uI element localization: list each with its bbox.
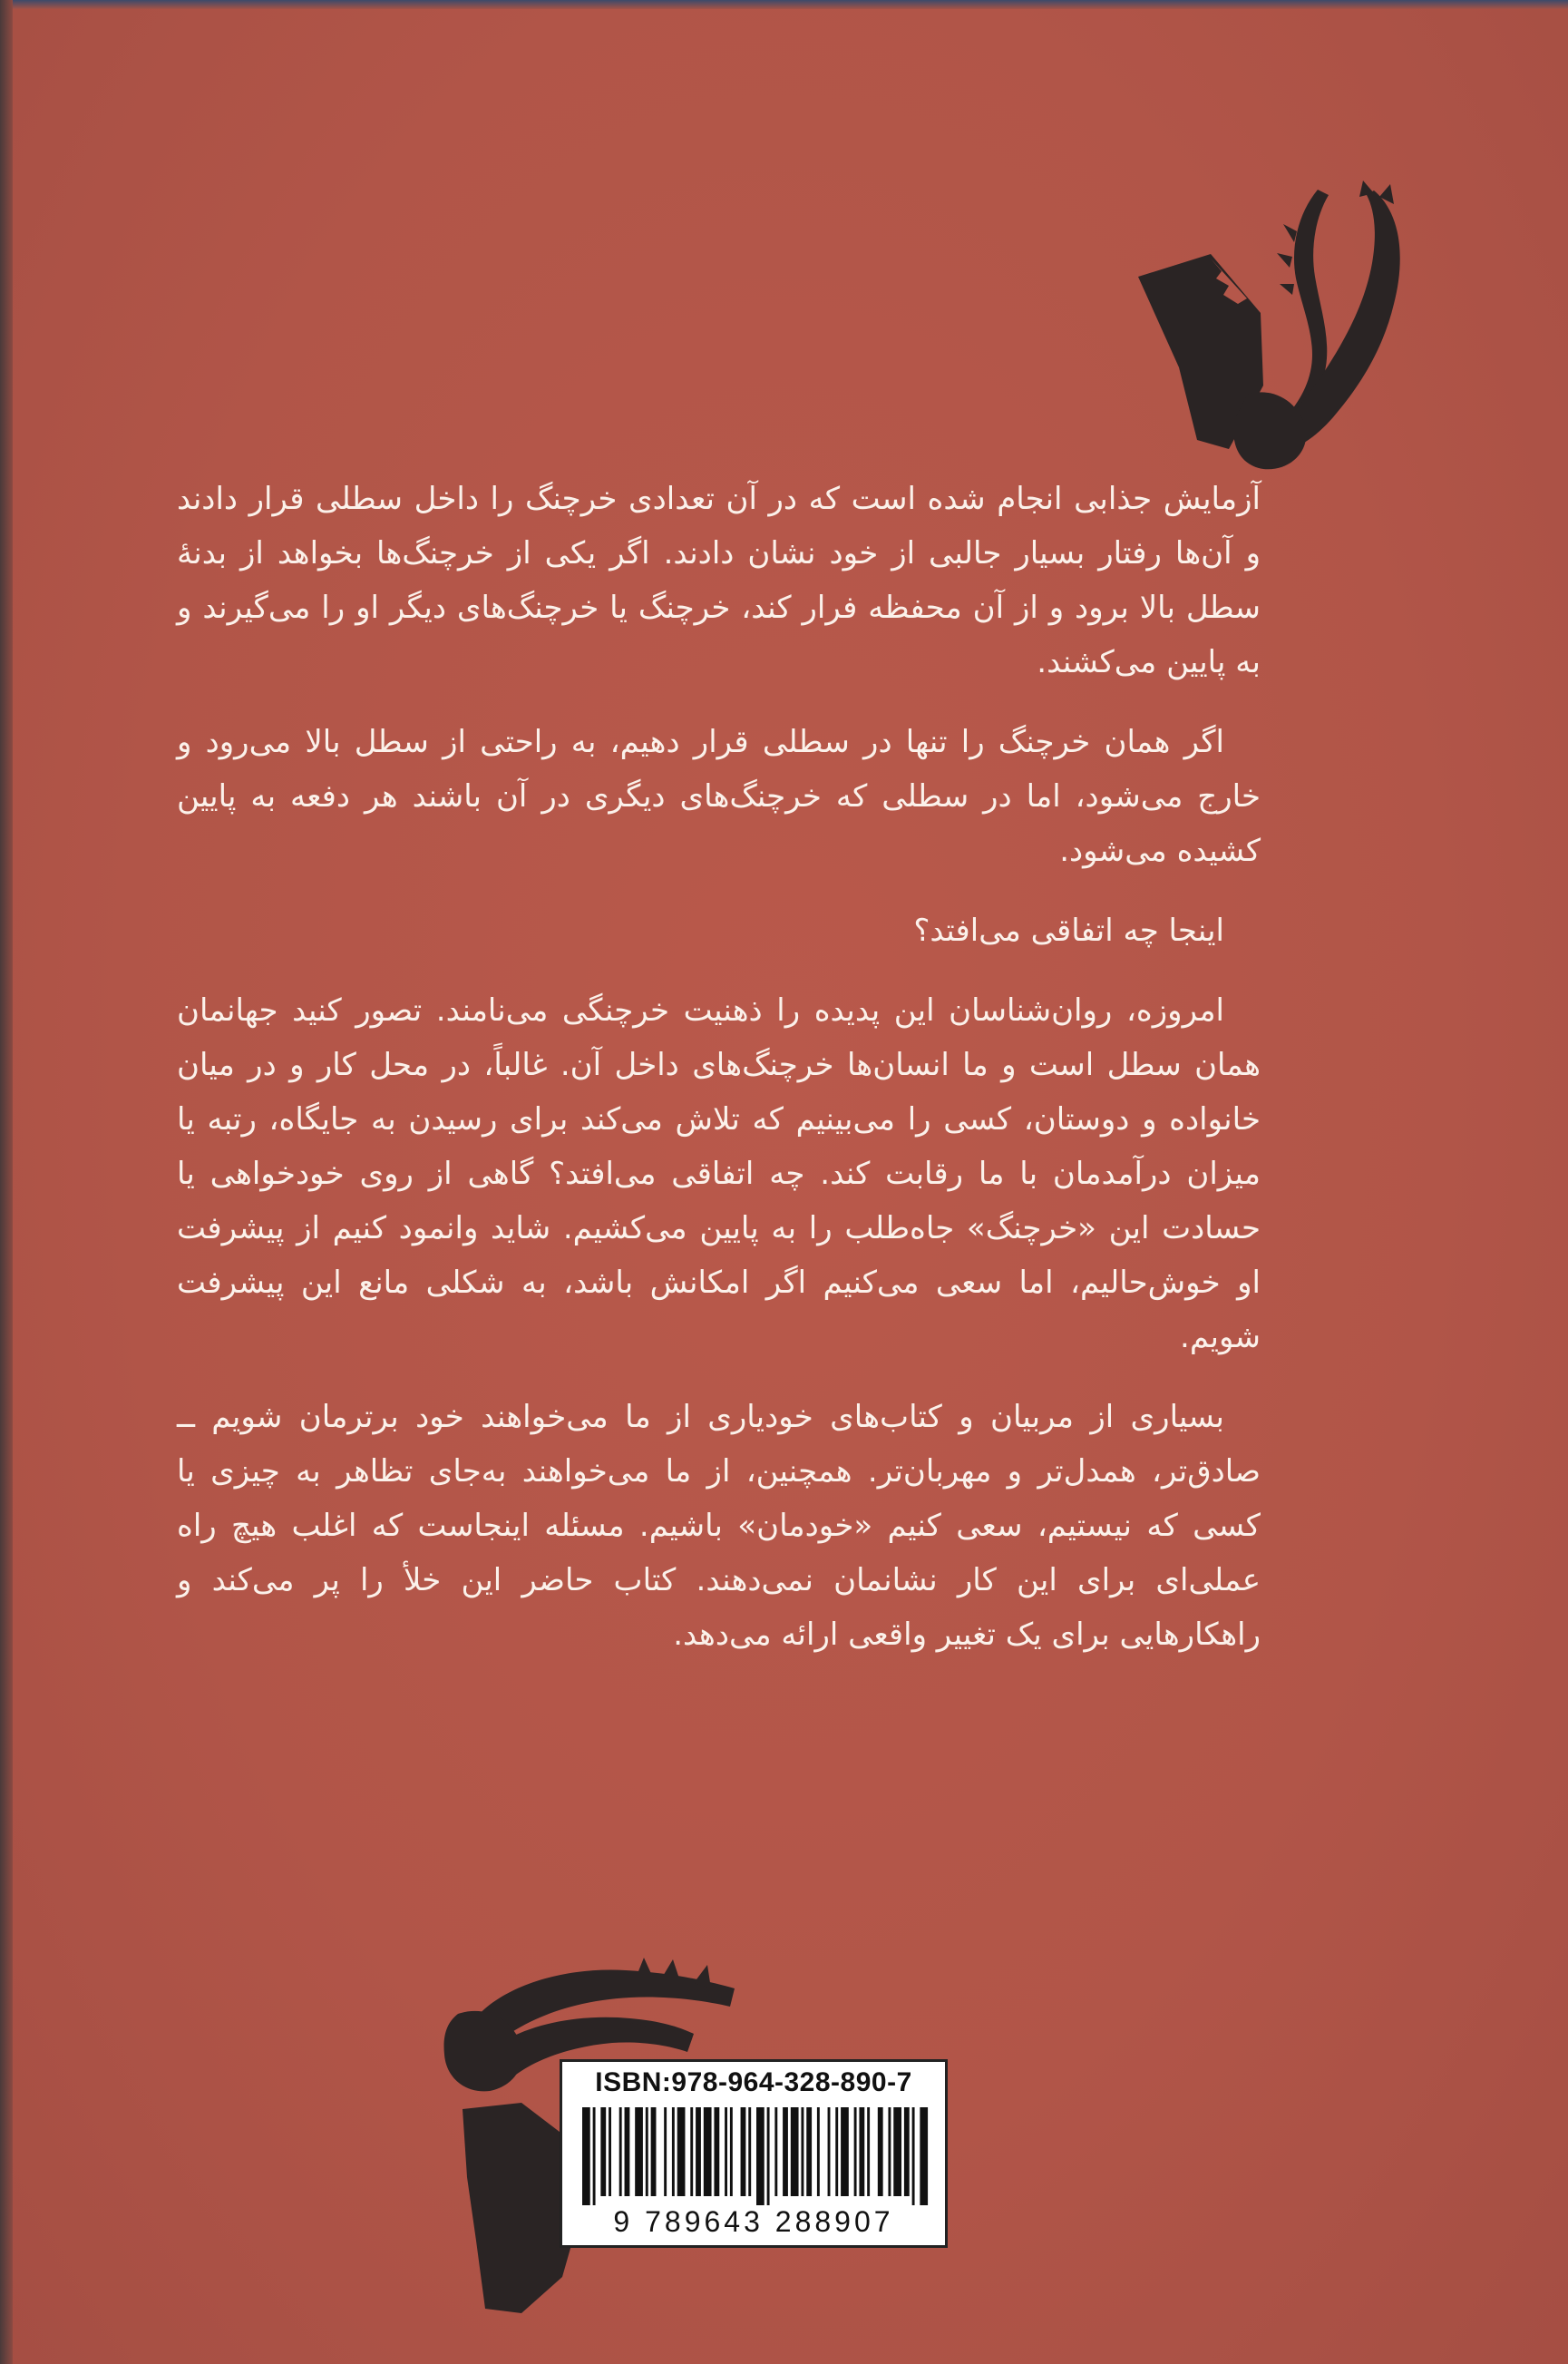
barcode-bar [878,2107,883,2196]
back-cover-blurb [177,472,1261,1887]
blurb-paragraph: بسیاری از مربیان و کتاب‌های خودیاری از ما می‌خواهند خود برترمان شویم ــ صادق‌تر، همدل‌تر و مهربان‌تر. همچنین، از ما می‌خواهند به‌جای تظاهر به چیزی یا کسی که نیستیم، سعی کنیم «خودمان» باشیم. مسئله اینجاست که اغلب هیچ راه عملی‌ای برای این کار نشانمان نمی‌دهند. کتاب حاضر این خلأ را پر می‌کند و راهکارهایی برای یک تغییر واقعی ارائه می‌دهد. [177,1399,1261,1653]
barcode-digits: 9 789643 288907 [613,2205,894,2238]
barcode-bar [920,2107,928,2205]
barcode-bar [672,2107,675,2196]
barcode-bar [609,2107,611,2196]
barcode-bar [625,2107,630,2196]
barcode-bar [677,2107,686,2196]
barcode-bar [664,2107,667,2196]
barcode-bar [791,2107,799,2196]
isbn-barcode [560,2059,948,2248]
barcode-bar [912,2107,915,2205]
barcode-bar [841,2107,849,2196]
barcode-bars [582,2107,930,2205]
isbn-label: ISBN:978-964-328-890-7 [595,2067,912,2097]
barcode-bar [582,2107,590,2205]
barcode-bar [741,2107,746,2196]
blurb-paragraph: آزمایش جذابی انجام شده است که در آن تعدادی خرچنگ را داخل سطلی قرار دادند و آن‌ها رفتار بسیار جالبی از خود نشان دادند. اگر یکی از خرچنگ‌ها بخواهد از بدنهٔ سطل بالا برود و از آن محفظه فرار کند، خرچنگ یا خرچنگ‌های دیگر او را می‌گیرند و به پایین می‌کشند. [177,481,1261,680]
barcode-bar [725,2107,727,2196]
barcode-bar [859,2107,864,2196]
barcode-bar [774,2107,777,2196]
barcode-bar [730,2107,733,2196]
blurb-question: اینجا چه اتفاقی می‌افتد؟ [913,913,1224,949]
barcode-bar [835,2107,838,2196]
blurb-paragraph: اگر همان خرچنگ را تنها در سطلی قرار دهیم، به راحتی از سطل بالا می‌رود و خارج می‌شود، اما در سطلی که خرچنگ‌های دیگری در آن باشند هر دفعه به پایین کشیده می‌شود. [177,724,1261,869]
barcode-bar [646,2107,648,2196]
barcode-bar [651,2107,657,2196]
barcode-bar [619,2107,622,2196]
barcode-bar [748,2107,751,2196]
cover-top-edge [0,0,1568,9]
barcode-bar [867,2107,870,2196]
barcode-bar [600,2107,606,2196]
barcode-bar [828,2107,831,2196]
barcode-bar [756,2107,765,2205]
crab-claw-top-icon [1102,177,1410,476]
barcode-bar [714,2107,719,2196]
barcode-bar [801,2107,803,2196]
barcode-bar [854,2107,857,2196]
barcode-bar [690,2107,693,2196]
barcode-bar [888,2107,891,2196]
blurb-paragraph: امروزه، روان‌شناسان این پدیده را ذهنیت خرچنگی می‌نامند. تصور کنید جهانمان همان سطل است و ما انسان‌ها خرچنگ‌های داخل آن. غالباً، در محل کار و در میان خانواده و دوستان، کسی را می‌بینیم که تلاش می‌کند برای رسیدن به جایگاه، رتبه یا میزان درآمدمان با ما رقابت کند. چه اتفاقی می‌افتد؟ گاهی از روی خودخواهی یا حسادت این «خرچنگ» جاه‌طلب را به پایین می‌کشیم. شاید وانمود کنیم از پیشرفت او خوش‌حالیم، اما سعی می‌کنیم اگر امکانش باشد، به شکلی مانع این پیشرفت شویم. [177,992,1261,1355]
barcode-bar [696,2107,701,2196]
cover-left-edge [0,0,13,2364]
barcode-bar [783,2107,788,2196]
barcode-bar [904,2107,910,2196]
barcode-bar [767,2107,770,2205]
barcode-bar [635,2107,643,2196]
barcode-bar [593,2107,596,2205]
barcode-bar [893,2107,901,2196]
barcode-bar [806,2107,812,2196]
barcode-bar [704,2107,712,2196]
barcode-bar [817,2107,820,2196]
